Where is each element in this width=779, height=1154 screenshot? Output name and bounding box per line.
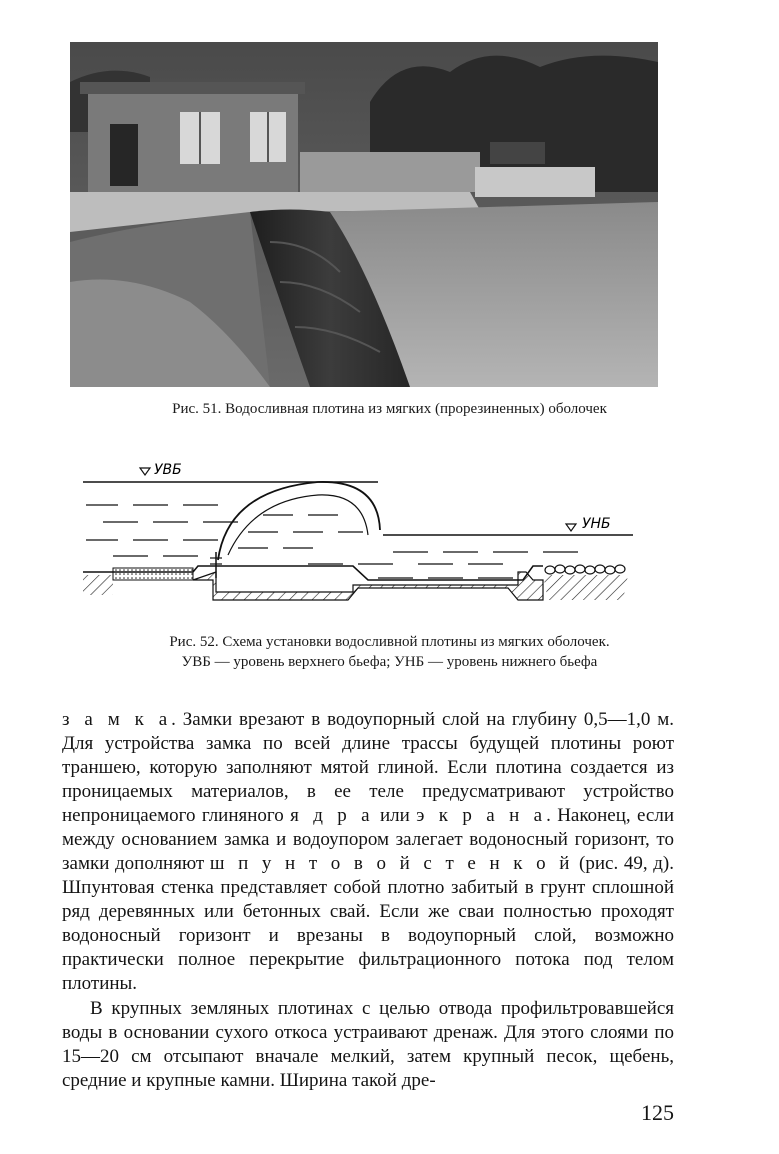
dam-installation-diagram xyxy=(78,460,648,620)
paragraph-2: В крупных земляных плотинах с целью отвода профильтровавшейся воды в основании сухого откоса устраивают дренаж. Для этого слоями по 15—20 см отсыпают вначале мелкий, затем крупный песок, щебень, средние и крупные камни. Ширина такой дре- xyxy=(62,998,674,1091)
paragraph-1-part: (рис. 49, д). Шпунтовая стенка представляет собой плотно забитый в грунт сплошной ряд деревянных или бетонных свай. Если же сваи полностью проходят водоносный горизонт и врезаны в водоупорный слой, возможно практически полное перекрытие фильтрационного потока под телом плотины. xyxy=(62,853,674,994)
figure-52-caption xyxy=(40,632,739,672)
paragraph-1-part: или xyxy=(373,805,417,826)
page-number: 125 xyxy=(641,1100,674,1125)
riprap-stones xyxy=(545,565,625,574)
upstream-level-label: УВБ xyxy=(154,462,182,478)
paragraph-1 xyxy=(62,708,674,996)
spaced-term-ekrana: э к р а н а xyxy=(416,805,547,826)
downstream-level-label: УНБ xyxy=(582,516,611,532)
body-text xyxy=(62,708,674,1093)
downstream-level-marker xyxy=(566,524,576,531)
paragraph-1-part: . Замки врезают в водоупорный слой на глубину 0,5—1,0 м. Для устройства замка по всей длине трассы будущей плотины роют траншею, которую заполняют мятой глиной. Если плотина создается из проницаемых материалов, в ее теле предусматривают устройство непроницаемого глиняного xyxy=(62,709,674,826)
dam-photograph xyxy=(70,42,658,387)
spaced-term-zamka: з а м к а xyxy=(62,709,172,730)
spaced-term-shpuntovoy: ш п у н т о в о й с т е н к о й xyxy=(209,853,574,874)
figure-52-caption-line2: УВБ — уровень верхнего бьефа; УНБ — уровень нижнего бьефа xyxy=(181,654,598,670)
paragraph-1-part: . Наконец, если между основанием замка и водоупором залегает водоносный горизонт, то замки дополняют xyxy=(62,805,675,874)
concrete-base xyxy=(193,572,543,600)
spaced-term-yadra: я д р а xyxy=(290,805,374,826)
figure-52-caption-line1: Рис. 52. Схема установки водосливной плотины из мягких оболочек. xyxy=(169,634,610,650)
sand-layer xyxy=(113,568,193,580)
figure-51-caption: Рис. 51. Водосливная плотина из мягких (прорезиненных) оболочек xyxy=(172,401,607,417)
upstream-level-marker xyxy=(140,468,150,475)
